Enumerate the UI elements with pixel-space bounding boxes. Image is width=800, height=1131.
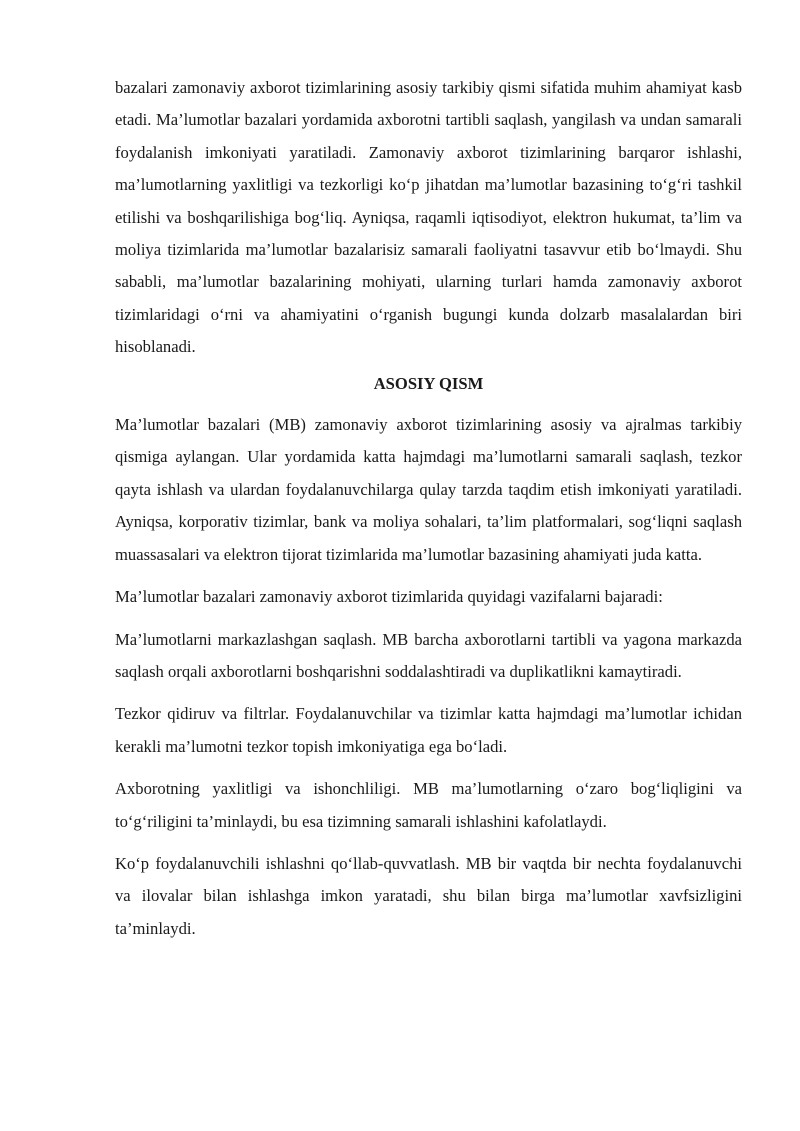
body-paragraph-4: Tezkor qidiruv va filtrlar. Foydalanuvchilar va tizimlar katta hajmdagi ma’lumotlar ichidan kerakli ma’lumotni tezkor topish imkoniyatiga ega bo‘ladi. <box>115 704 742 756</box>
body-paragraph-1: Ma’lumotlar bazalari (MB) zamonaviy axborot tizimlarining asosiy va ajralmas tarkibiy qismiga aylangan. Ular yordamida katta hajmdagi ma’lumotlarni samarali saqlash, tezkor qayta ishlash va ulardan foydalanuvchilarga qulay tarzda taqdim etish imkoniyati yaratiladi. Ayniqsa, korporativ tizimlar, bank va moliya sohalari, ta’lim platformalari, sog‘liqni saqlash muassasalari va elektron tijorat tizimlarida ma’lumotlar bazasining ahamiyati juda katta. <box>115 415 742 564</box>
section-heading: ASOSIY QISM <box>373 373 484 393</box>
body-paragraph-6: Ko‘p foydalanuvchili ishlashni qo‘llab-quvvatlash. MB bir vaqtda bir nechta foydalanuvchi va ilovalar bilan ishlashga imkon yaratadi, shu bilan birga ma’lumotlar xavfsizligini ta’minlaydi. <box>115 853 742 938</box>
body-paragraph-2: Ma’lumotlar bazalari zamonaviy axborot tizimlarida quyidagi vazifalarni bajaradi: <box>115 587 663 607</box>
intro-paragraph: bazalari zamonaviy axborot tizimlarining asosiy tarkibiy qismi sifatida muhim ahamiyat kasb etadi. Ma’lumotlar bazalari yordamida axborotni tartibli saqlash, yangilash va undan samarali foydalanish imkoniyati yaratiladi. Zamonaviy axborot tizimlarining barqaror ishlashi, ma’lumotlarning yaxlitligi va tezkorligi ko‘p jihatdan ma’lumotlar bazasining to‘g‘ri tashkil etilishi va boshqarilishiga bog‘liq. Ayniqsa, raqamli iqtisodiyot, elektron hukumat, ta’lim va moliya tizimlarida ma’lumotlar bazalarisiz samarali faoliyatni tasavvur etib bo‘lmaydi. Shu sababli, ma’lumotlar bazalarining mohiyati, ularning turlari hamda zamonaviy axborot tizimlaridagi o‘rni va ahamiyatini o‘rganish bugungi kunda dolzarb masalalardan biri hisoblanadi. <box>115 78 742 357</box>
body-paragraph-5: Axborotning yaxlitligi va ishonchliligi. MB ma’lumotlarning o‘zaro bog‘liqligini va to‘g‘riligini ta’minlaydi, bu esa tizimning samarali ishlashini kafolatlaydi. <box>115 779 742 831</box>
document-page <box>115 72 742 955</box>
body-paragraph-3: Ma’lumotlarni markazlashgan saqlash. MB barcha axborotlarni tartibli va yagona markazda saqlash orqali axborotlarni boshqarishni soddalashtiradi va duplikatlikni kamaytiradi. <box>115 629 742 681</box>
